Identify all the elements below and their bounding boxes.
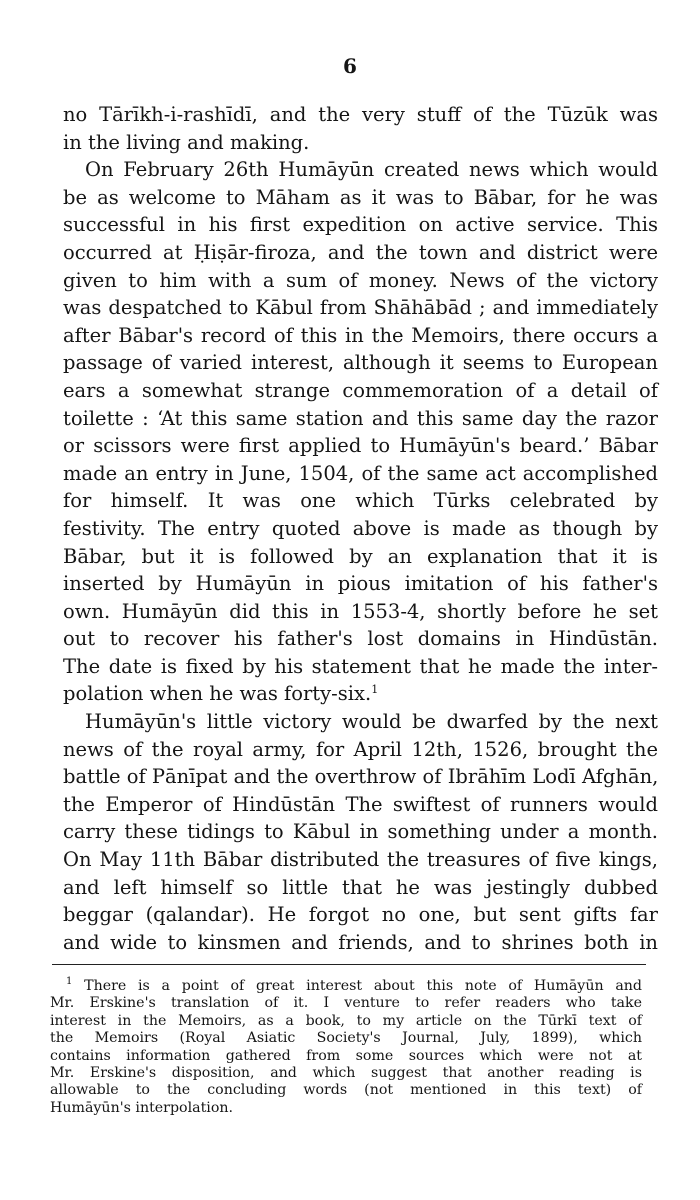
- text-line: On February 26th Humāyūn created news which would: [85, 158, 658, 182]
- text-line: in the living and making.: [63, 130, 310, 154]
- footnote-line: Mr. Erskine's translation of it. I venture to refer readers who take: [50, 995, 642, 1012]
- footnote-line: interest in the Memoirs, as a book, to my article on the Tūrkī text of: [50, 1012, 642, 1029]
- text-line: inserted by Humāyūn in pious imitation of his father's: [63, 572, 658, 596]
- text-line: made an entry in June, 1504, of the same act accomplished: [63, 461, 658, 485]
- text-line: carry these tidings to Kābul in something under a month.: [63, 820, 658, 844]
- text-line: battle of Pānīpat and the overthrow of Ibrāhīm Lodī Afghān,: [63, 765, 659, 789]
- text-line: was despatched to Kābul from Shāhābād ; and immediately: [63, 296, 658, 320]
- text-line: news of the royal army, for April 12th, 1526, brought the: [63, 737, 658, 761]
- text-line: Bābar, but it is followed by an explanation that it is: [63, 544, 658, 568]
- text-line: [63, 680, 658, 708]
- text-line: On May 11th Bābar distributed the treasures of five kings,: [63, 848, 658, 872]
- body-text: [63, 101, 658, 956]
- text-line: the Emperor of Hindūstān The swiftest of runners would: [63, 792, 658, 816]
- text-line: out to recover his father's lost domains in Hindūstān.: [63, 627, 658, 651]
- text-line: successful in his first expedition on active service. This: [63, 213, 658, 237]
- text-line: passage of varied interest, although it seems to European: [63, 351, 658, 375]
- text-line: Humāyūn's little victory would be dwarfed by the next: [85, 710, 658, 734]
- footnote-line: contains information gathered from some sources which were not at: [50, 1047, 642, 1064]
- text-line: ears a somewhat strange commemoration of a detail of: [63, 378, 658, 402]
- footnote-line: Mr. Erskine's disposition, and which suggest that another reading is: [50, 1064, 642, 1081]
- footnote-line: the Memoirs (Royal Asiatic Society's Journal, July, 1899), which: [50, 1030, 642, 1047]
- footnote-divider: [52, 964, 646, 965]
- footnote-line: Humāyūn's interpolation.: [50, 1099, 234, 1116]
- text-line: own. Humāyūn did this in 1553-4, shortly before he set: [63, 599, 658, 623]
- text-line: after Bābar's record of this in the Memoirs, there occurs a: [63, 323, 658, 347]
- footnote-line: [50, 978, 642, 995]
- text-line: and left himself so little that he was jestingly dubbed: [63, 875, 658, 899]
- text-line: given to him with a sum of money. News of the victory: [63, 268, 658, 292]
- text-line: for himself. It was one which Tūrks celebrated by: [63, 489, 658, 513]
- text-line: be as welcome to Māham as it was to Bābar, for he was: [63, 185, 658, 209]
- text-line-content: polation when he was forty-six.: [63, 682, 372, 706]
- footnote-reference: 1: [371, 683, 379, 697]
- footnote: [50, 978, 642, 1117]
- text-line: or scissors were first applied to Humāyūn's beard.’ Bābar: [63, 434, 658, 458]
- text-line: beggar (qalandar). He forgot no one, but sent gifts far: [63, 903, 658, 927]
- text-line: festivity. The entry quoted above is made as though by: [63, 516, 658, 540]
- text-line: toilette : ‘At this same station and this same day the razor: [63, 406, 658, 430]
- page-number: 6: [343, 54, 357, 78]
- text-line: and wide to kinsmen and friends, and to shrines both in: [63, 930, 658, 954]
- footnote-marker: 1: [66, 976, 73, 987]
- text-line: occurred at Ḥiṣār-firoza, and the town and district were: [63, 240, 658, 264]
- footnote-line-content: There is a point of great interest about this note of Humāyūn and: [84, 978, 642, 994]
- text-line: no Tārīkh-i-rashīdī, and the very stuff of the Tūzūk was: [63, 103, 658, 126]
- text-line: The date is fixed by his statement that he made the inter-: [63, 654, 658, 678]
- footnote-line: allowable to the concluding words (not mentioned in this text) of: [50, 1082, 642, 1099]
